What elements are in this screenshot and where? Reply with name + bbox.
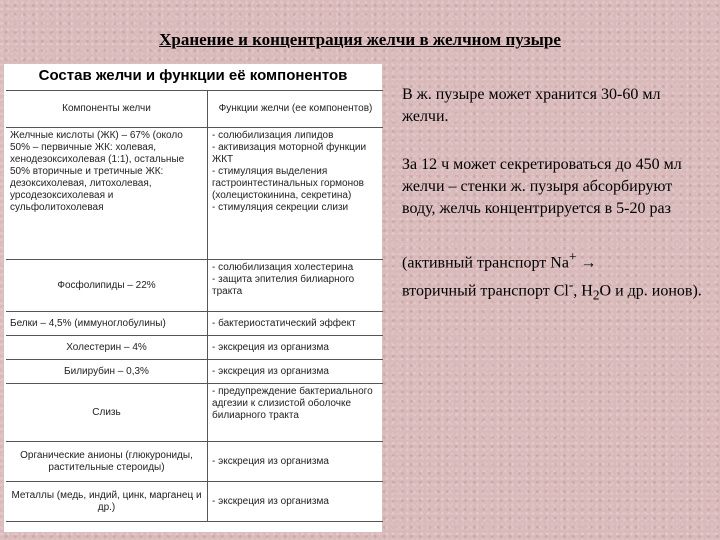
transport-text: (активный транспорт Na+ → вторичный транспорт Cl-, $H_2O$ и др. ионов). (402, 249, 702, 303)
function-item: - экскреция из организма (212, 341, 329, 353)
component-cell: Фосфолипиды – 22% (6, 260, 208, 312)
functions-cell (208, 260, 384, 312)
component-cell: Желчные кислоты (ЖК) – 67% (около 50% – первичные ЖК: холевая, хенодезоксихолевая (1:1), остальные 50% вторичные и третичные ЖК: дезоксихолевая, литохолевая, урсодезоксихолевая и сульфолитохолевая (6, 128, 208, 260)
function-item: - экскреция из организма (212, 365, 329, 377)
bile-composition-table (6, 90, 383, 522)
table-row (6, 336, 383, 360)
component-cell: Металлы (медь, индий, цинк, марганец и др.) (6, 482, 208, 522)
slide-title: Хранение и концентрация желчи в желчном пузыре (159, 30, 561, 49)
functions-cell (208, 360, 384, 384)
table-row (6, 312, 383, 336)
table-caption: Состав желчи и функции её компонентов (38, 67, 348, 84)
component-cell: Билирубин – 0,3% (6, 360, 208, 384)
function-item: - предупреждение бактериального адгезии к слизистой оболочке билиарного тракта (212, 386, 373, 421)
table-row (6, 360, 383, 384)
table-header-row (6, 91, 383, 128)
function-item: - экскреция из организма (212, 455, 329, 467)
header-components: Компоненты желчи (6, 91, 208, 128)
functions-cell (208, 442, 384, 482)
arrow-icon: → (576, 254, 597, 272)
function-item: - стимуляция выделения гастроинтестинальных гормонов (холецистокинина, секретина) (212, 166, 364, 201)
right-text-block (402, 84, 708, 333)
functions-cell (208, 336, 384, 360)
storage-volume-text: В ж. пузыре может хранится 30-60 мл желчи. (402, 86, 661, 125)
functions-cell (208, 312, 384, 336)
function-item: - бактериостатический эффект (212, 317, 356, 329)
function-item: - стимуляция секреции слизи (212, 202, 349, 213)
function-item: - солюбилизация холестерина (212, 262, 354, 273)
component-cell: Органические анионы (глюкурониды, растительные стероиды) (6, 442, 208, 482)
component-cell: Слизь (6, 384, 208, 442)
component-cell: Белки – 4,5% (иммуноглобулины) (6, 312, 208, 336)
function-item: - активизация моторной функции ЖКТ (212, 142, 367, 165)
table-row (6, 128, 383, 260)
component-cell: Холестерин – 4% (6, 336, 208, 360)
functions-cell (208, 128, 384, 260)
function-item: - солюбилизация липидов (212, 130, 334, 141)
functions-cell (208, 384, 384, 442)
table-row (6, 384, 383, 442)
table-row (6, 442, 383, 482)
table-row (6, 482, 383, 522)
functions-cell (208, 482, 384, 522)
function-item: - экскреция из организма (212, 495, 329, 507)
secretion-concentration-text: За 12 ч может секретироваться до 450 мл желчи – стенки ж. пузыря абсорбируют воду, желчь концентрируется в 5-20 раз (402, 156, 682, 217)
table-row (6, 260, 383, 312)
function-item: - защита эпителия билиарного тракта (212, 274, 355, 297)
bile-composition-table-panel (4, 64, 382, 532)
header-functions: Функции желчи (ее компонентов) (208, 91, 384, 128)
